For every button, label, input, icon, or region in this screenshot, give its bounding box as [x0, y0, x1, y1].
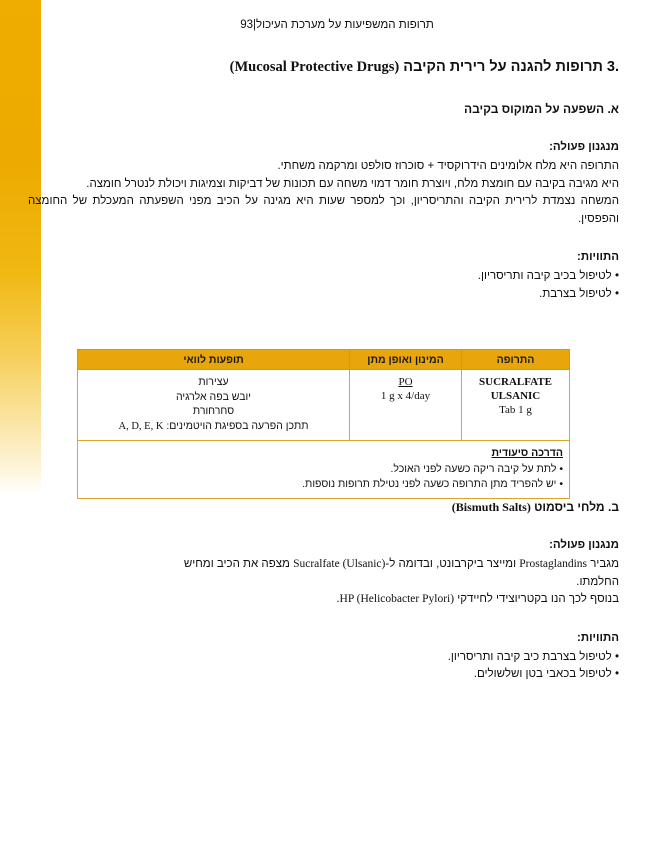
column-header-dose: המינון ואופן מתן	[350, 350, 462, 370]
column-header-drug: התרופה	[462, 350, 570, 370]
indications-list-b	[28, 649, 619, 684]
cell-nursing-guidance	[78, 441, 570, 499]
mechanism-line-3: המשחה נצמדת לרירית הקיבה והתריסריון, וכך למספר שעות היא מגינה על הכיב מפני השפעתה המעכלת של החומצה והפפסין.	[28, 195, 619, 225]
adverse-effect-vitamins	[84, 419, 343, 435]
indications-list-a	[28, 268, 619, 303]
running-header	[27, 17, 647, 33]
section-title	[28, 56, 619, 78]
drug-table-container	[78, 349, 570, 499]
adverse-effect-item: יובש בפה אלרגיה	[175, 390, 251, 403]
mech-b-line3-period: .	[336, 593, 340, 605]
table-row-guidance	[78, 441, 570, 499]
content-lower	[28, 498, 619, 684]
drug-table-body	[78, 370, 570, 499]
nursing-guidance-title: הדרכה סיעודית	[491, 447, 563, 459]
cell-dose	[350, 370, 462, 441]
subsection-b-heading-latin: (Bismuth Salts)	[451, 500, 531, 514]
mech-b-part-b: ומייצר ביקרבונט, ובדומה ל-	[385, 558, 517, 570]
list-item: • לטיפול בצרבת כיב קיבה ותריסריון.	[28, 649, 619, 667]
table-row	[78, 370, 570, 441]
mechanism-b-line-3	[28, 591, 619, 609]
cell-adverse-effects	[78, 370, 350, 441]
column-header-adverse: תופעות לוואי	[78, 350, 350, 370]
mech-b-latin-hpylori: HP (Helicobacter Pylori)	[339, 593, 455, 605]
mech-b-latin-sucralfate: Sucralfate (Ulsanic)	[293, 558, 386, 570]
cell-drug	[462, 370, 570, 441]
drug-form-strength: Tab 1 g	[499, 404, 532, 416]
drug-table	[77, 349, 570, 499]
page-number: 93	[240, 19, 253, 31]
section-title-hebrew: .3 תרופות להגנה על רירית הקיבה	[403, 59, 619, 75]
mechanism-label-a: מנגנון פעולה:	[549, 141, 619, 153]
dose-amount: 1 g x 4/day	[380, 390, 431, 402]
mechanism-b-line-2: החלמתו.	[576, 575, 619, 588]
subsection-b-heading-hebrew: ב. מלחי ביסמוט	[534, 500, 619, 514]
drug-table-head	[78, 350, 570, 370]
running-header-text: תרופות המשפיעות על מערכת העיכול|	[253, 19, 434, 31]
subsection-a-heading: א. השפעה על המוקוס בקיבה	[463, 102, 619, 116]
dose-route: PO	[398, 376, 413, 388]
nursing-guidance-item: • לתת על קיבה ריקה כשעה לפני האוכל.	[84, 462, 563, 477]
mech-b-latin-prostaglandins: Prostaglandins	[519, 558, 588, 570]
mech-b-part-c: מצפה את הכיב ומחיש	[183, 558, 290, 570]
list-item: • לטיפול בצרבת.	[28, 286, 619, 304]
drug-brand-name: ULSANIC	[490, 390, 541, 402]
mechanism-label-b: מנגנון פעולה:	[549, 539, 619, 551]
mech-b-part-a: מגביר	[590, 558, 619, 570]
subsection-b-heading	[28, 498, 619, 516]
vitamins-list: A, D, E, K	[118, 420, 164, 432]
mech-b-line3-part-a: בנוסף לכך הנו בקטריוצידי לחיידקי	[457, 593, 619, 605]
adverse-effect-item: סחרחורת	[192, 405, 235, 417]
list-item: • לטיפול בכאבי בטן ושלשולים.	[28, 666, 619, 684]
list-item: • לטיפול בכיב קיבה ותריסריון.	[28, 268, 619, 286]
content-upper	[28, 56, 619, 303]
indications-label-b: התוויות:	[577, 631, 619, 644]
mechanism-line-1: התרופה היא מלח אלומינים הידרוקסיד + סוכרוז סולפט ומרקמה משחתי.	[277, 160, 619, 172]
adverse-effect-item: עצירות	[198, 376, 229, 388]
table-header-row	[78, 350, 570, 370]
drug-generic-name: SUCRALFATE	[479, 376, 552, 388]
mechanism-line-2: היא מגיבה בקיבה עם חומצת מלח, ויוצרת חומר דמוי משחה עם תכונות של דביקות וצמיגות ויכולת לנטרל חומצה.	[86, 177, 619, 190]
vitamins-label: תתכן הפרעה בספיגת הויטמינים:	[166, 419, 309, 432]
section-title-latin: (Mucosal Protective Drugs)	[229, 59, 400, 75]
mechanism-b-line-1	[28, 556, 619, 574]
nursing-guidance-item: • יש להפריד מתן התרופה כשעה לפני נטילת תרופות נוספות.	[84, 477, 563, 492]
indications-label-a: התוויות:	[577, 251, 619, 263]
